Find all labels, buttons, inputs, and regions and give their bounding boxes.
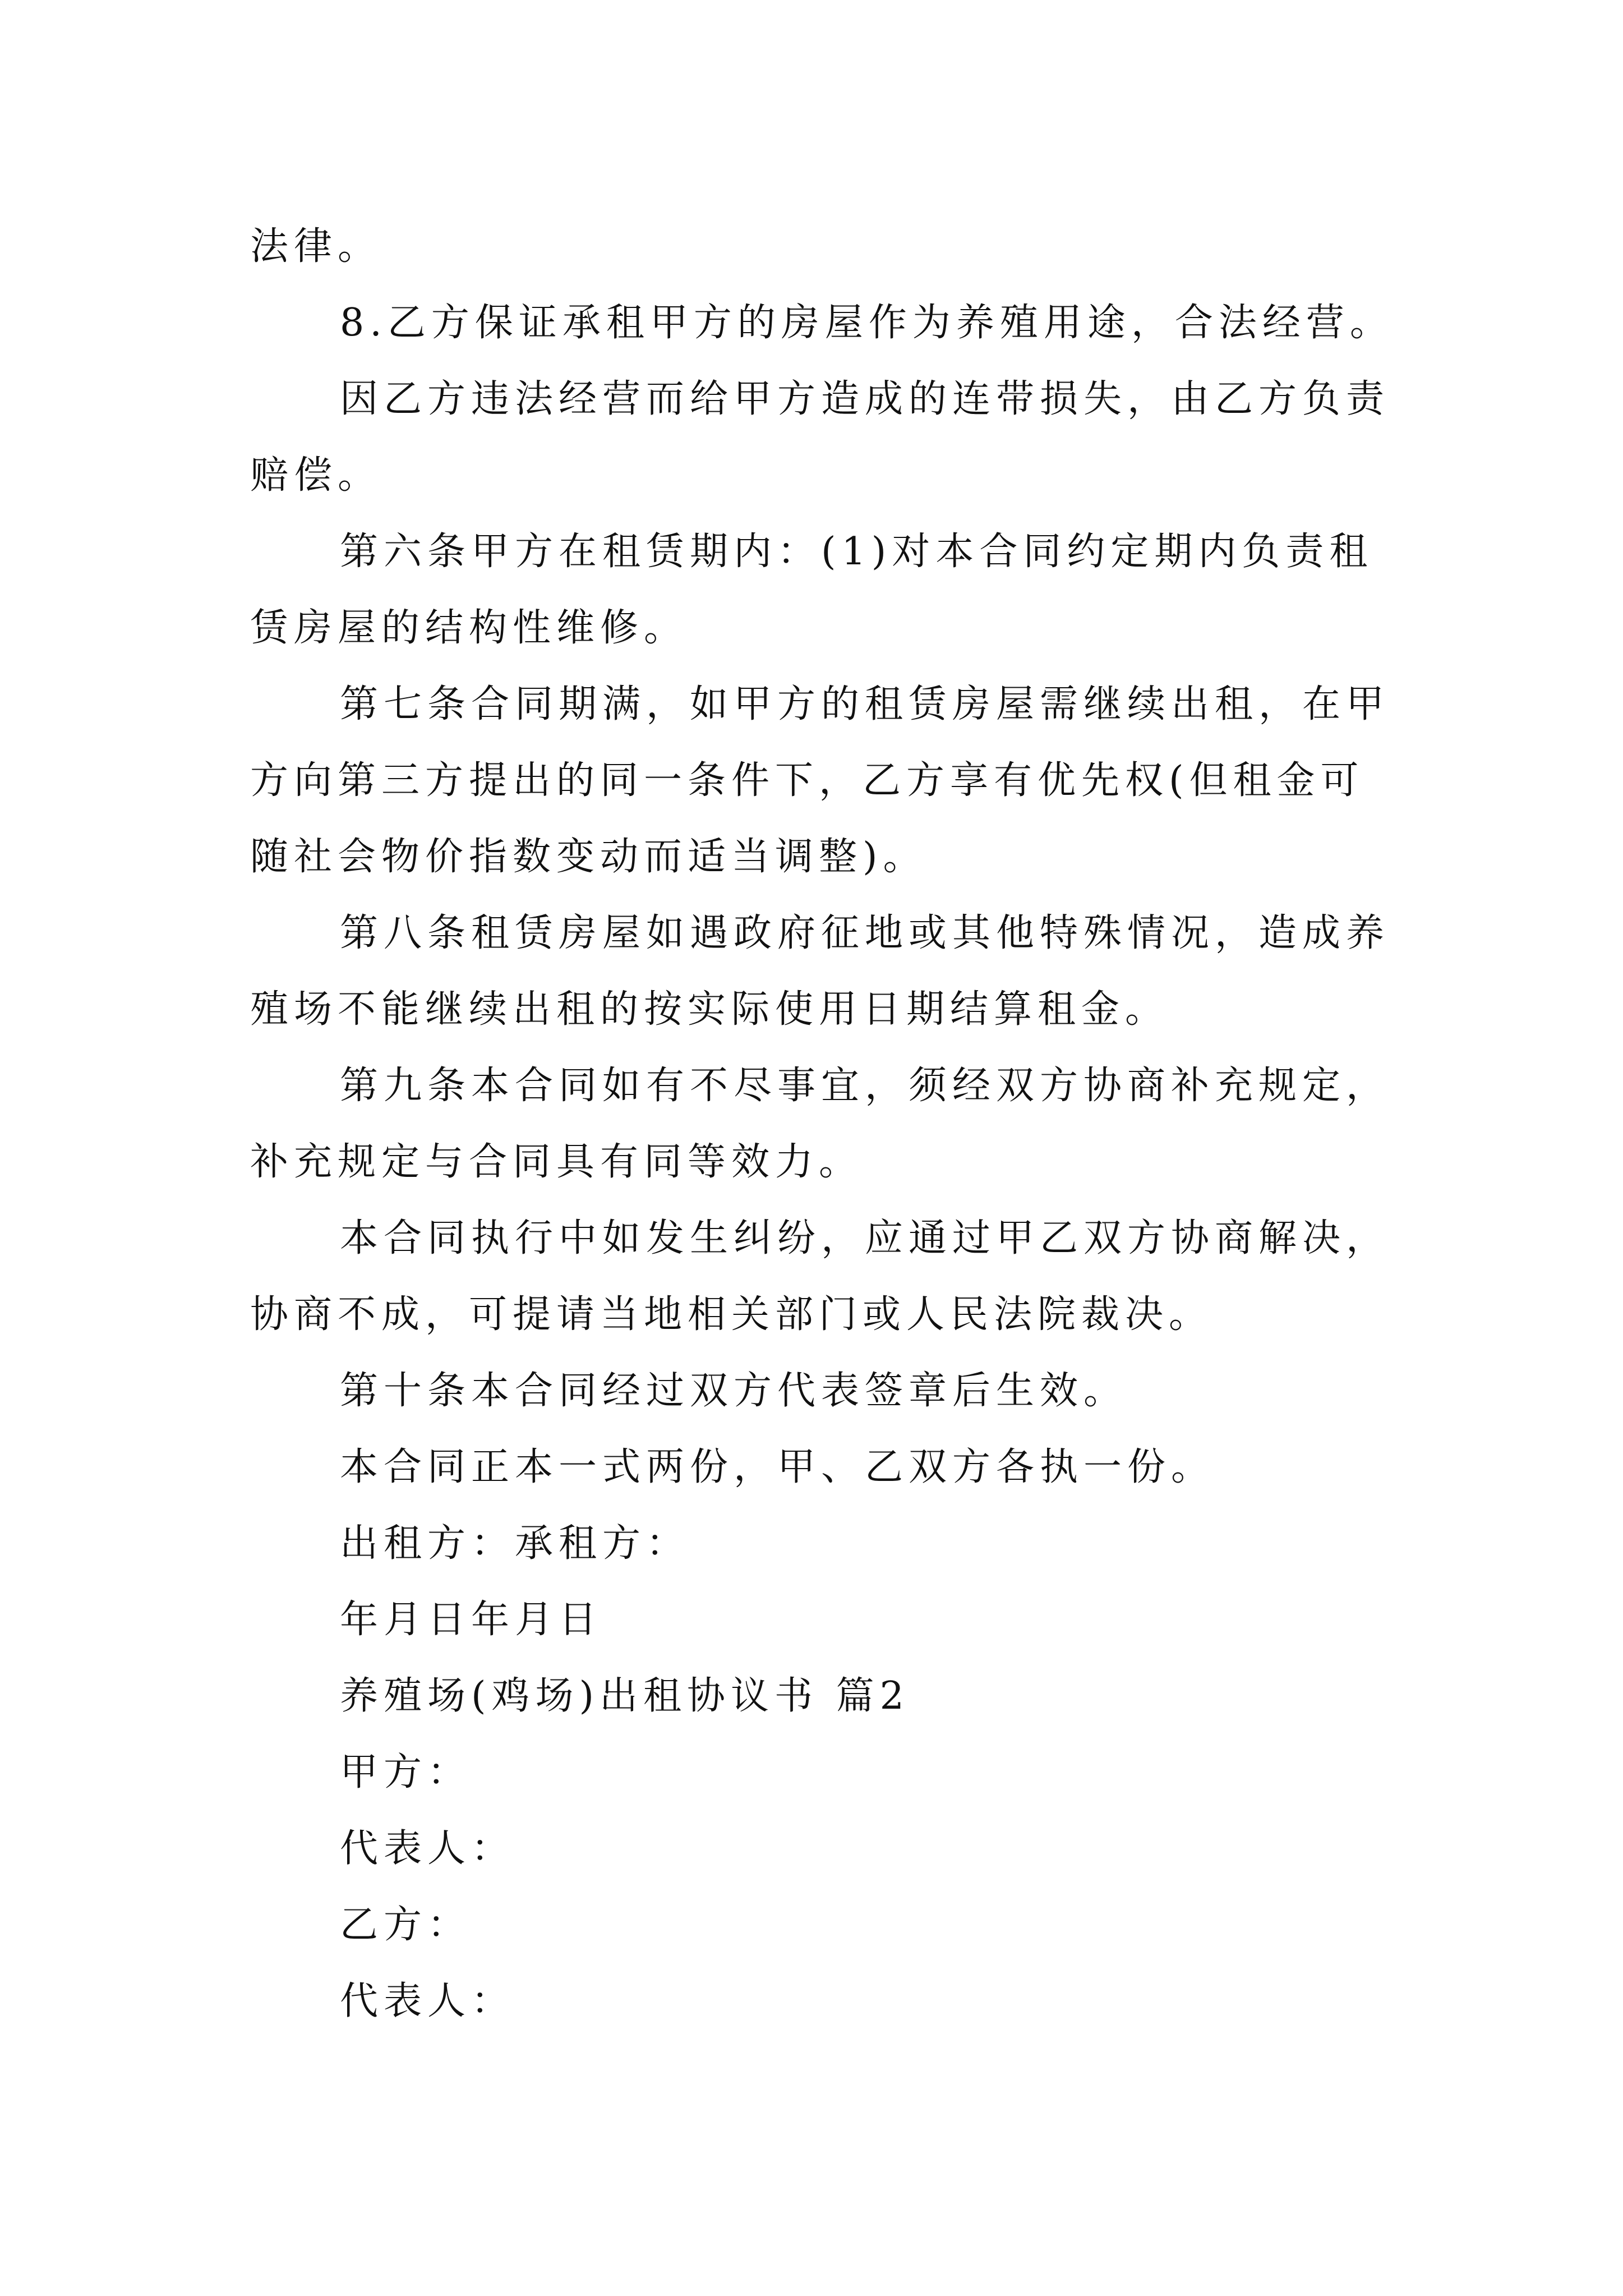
party-a-representative-label: 代表人： <box>340 1826 515 1871</box>
text-line: 本合同执行中如发生纠纷，应通过甲乙双方协商解决， <box>340 1216 1390 1260</box>
signature-date-line: 年月日年月日 <box>340 1598 603 1642</box>
section-title: 养殖场(鸡场)出租协议书 篇2 <box>340 1674 910 1718</box>
text-line: 第八条租赁房屋如遇政府征地或其他特殊情况，造成养 <box>340 911 1390 955</box>
text-line: 因乙方违法经营而给甲方造成的连带损失，由乙方负责 <box>340 377 1390 421</box>
text-line: 补充规定与合同具有同等效力。 <box>250 1140 863 1184</box>
text-line: 殖场不能继续出租的按实际使用日期结算租金。 <box>250 987 1169 1032</box>
party-b-representative-label: 代表人： <box>340 1979 515 2023</box>
text-line: 第九条本合同如有不尽事宜，须经双方协商补充规定， <box>340 1064 1390 1108</box>
text-line: 协商不成，可提请当地相关部门或人民法院裁决。 <box>250 1292 1213 1337</box>
party-b-label: 乙方： <box>340 1903 472 1947</box>
signature-parties-line: 出租方：承租方： <box>340 1521 690 1566</box>
text-line: 赁房屋的结构性维修。 <box>250 606 688 650</box>
text-line: 第六条甲方在租赁期内：(1)对本合同约定期内负责租 <box>340 530 1373 574</box>
text-line: 本合同正本一式两份，甲、乙双方各执一份。 <box>340 1445 1215 1489</box>
document-body <box>250 209 1394 2040</box>
party-a-label: 甲方： <box>340 1750 472 1795</box>
text-line: 随社会物价指数变动而适当调整)。 <box>250 835 927 879</box>
text-line: 方向第三方提出的同一条件下，乙方享有优先权(但租金可 <box>250 758 1364 803</box>
text-line: 法律。 <box>250 224 382 269</box>
text-line: 8.乙方保证承租甲方的房屋作为养殖用途，合法经营。 <box>340 301 1394 345</box>
text-line: 赔偿。 <box>250 453 382 498</box>
text-line: 第十条本合同经过双方代表签章后生效。 <box>340 1369 1128 1413</box>
text-line: 第七条合同期满，如甲方的租赁房屋需继续出租，在甲 <box>340 682 1390 726</box>
